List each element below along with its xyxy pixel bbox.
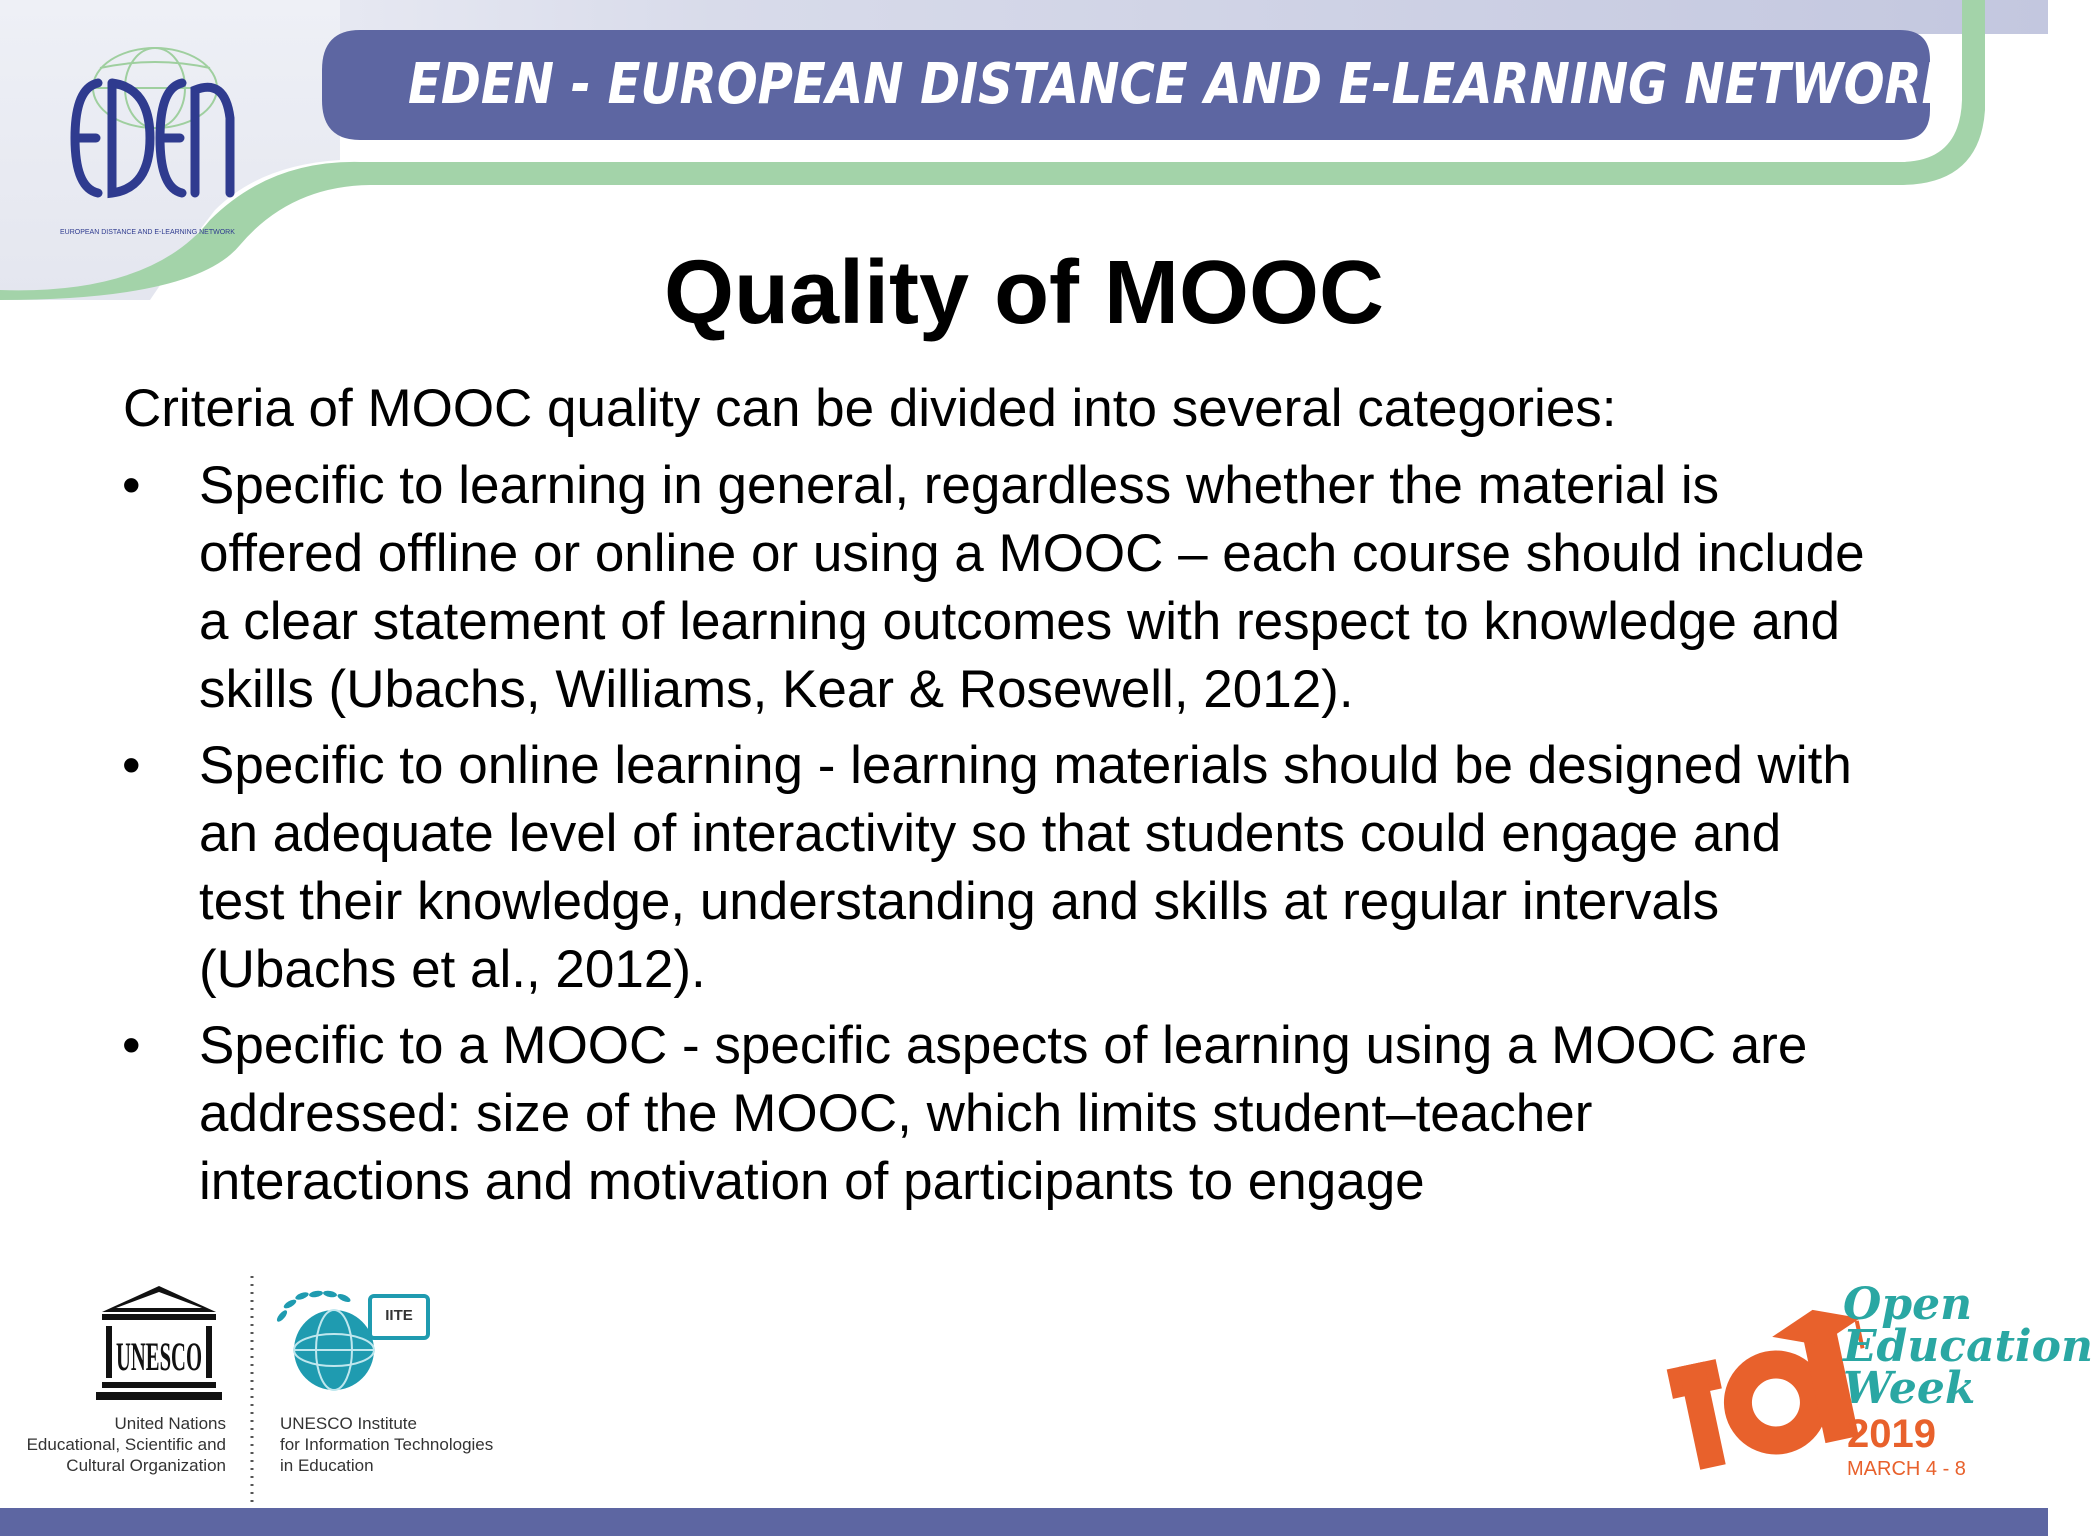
iite-caption-line: for Information Technologies bbox=[280, 1435, 494, 1454]
bullet-line: interactions and motivation of participants to engage bbox=[199, 1152, 1425, 1211]
bullet-icon: • bbox=[122, 736, 141, 795]
oew-year: 2019 bbox=[1847, 1412, 1936, 1456]
bullet-line: a clear statement of learning outcomes with respect to knowledge and bbox=[199, 592, 1840, 651]
unesco-caption-line: Educational, Scientific and bbox=[26, 1435, 226, 1454]
network-title: EDEN - EUROPEAN DISTANCE AND E-LEARNING NETWORK bbox=[408, 52, 1959, 117]
unesco-caption-line: United Nations bbox=[114, 1414, 226, 1433]
bullet-icon: • bbox=[122, 456, 141, 515]
iite-caption bbox=[280, 1413, 540, 1476]
bullet-line: an adequate level of interactivity so that students could engage and bbox=[199, 804, 1782, 863]
criteria-list bbox=[0, 452, 2048, 1224]
oew-word: Open bbox=[1843, 1279, 1973, 1330]
unesco-logo-text: UNESCO bbox=[116, 1334, 202, 1379]
iite-caption-line: in Education bbox=[280, 1456, 374, 1475]
eden-logo-subtitle: EUROPEAN DISTANCE AND E-LEARNING NETWORK bbox=[60, 229, 235, 236]
oew-word: Education bbox=[1843, 1321, 2093, 1372]
slide-title: Quality of MOOC bbox=[664, 243, 1384, 343]
list-item bbox=[0, 732, 2048, 1004]
bullet-line: test their knowledge, understanding and skills at regular intervals bbox=[199, 872, 1720, 931]
iite-caption-line: UNESCO Institute bbox=[280, 1414, 417, 1433]
oew-word: Week bbox=[1843, 1363, 1976, 1414]
oew-dates: MARCH 4 - 8 bbox=[1847, 1458, 1966, 1480]
bullet-icon: • bbox=[122, 1016, 141, 1075]
bullet-text bbox=[199, 452, 2019, 724]
unesco-logo bbox=[96, 1282, 222, 1404]
bullet-text bbox=[199, 1012, 2019, 1216]
bullet-line: Specific to learning in general, regardless whether the material is bbox=[199, 456, 1720, 515]
bullet-line: offered offline or online or using a MOOC – each course should include bbox=[199, 524, 1865, 583]
bullet-text bbox=[199, 732, 2019, 1004]
bullet-line: (Ubachs et al., 2012). bbox=[199, 940, 706, 999]
bullet-line: Specific to a MOOC - specific aspects of learning using a MOOC are bbox=[199, 1016, 1808, 1075]
eden-logo bbox=[60, 28, 270, 248]
bullet-line: Specific to online learning - learning materials should be designed with bbox=[199, 736, 1852, 795]
footer-divider bbox=[250, 1276, 254, 1506]
bullet-line: skills (Ubachs, Williams, Kear & Rosewell, 2012). bbox=[199, 660, 1354, 719]
iite-logo bbox=[272, 1284, 442, 1410]
bullet-line: addressed: size of the MOOC, which limits student–teacher bbox=[199, 1084, 1593, 1143]
open-education-week-logo bbox=[1662, 1290, 1862, 1480]
intro-text: Criteria of MOOC quality can be divided into several categories: bbox=[123, 379, 1617, 438]
bottom-bar bbox=[0, 1508, 2048, 1536]
unesco-caption-line: Cultural Organization bbox=[66, 1456, 226, 1475]
iite-logo-text: IITE bbox=[385, 1307, 413, 1324]
unesco-caption bbox=[0, 1413, 226, 1476]
list-item bbox=[0, 1012, 2048, 1216]
list-item bbox=[0, 452, 2048, 724]
